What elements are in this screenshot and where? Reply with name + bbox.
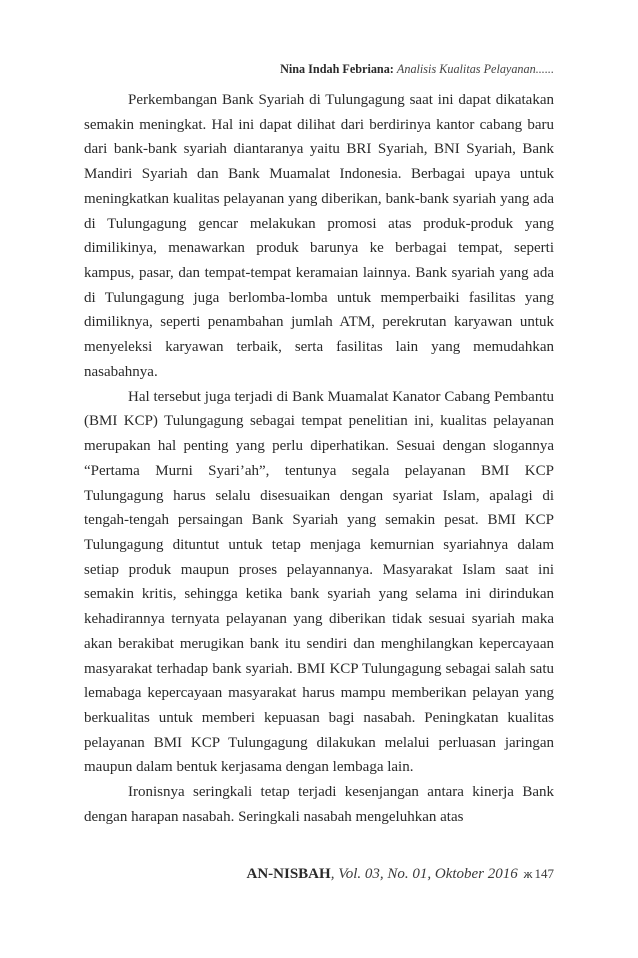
page-number: 147 bbox=[534, 866, 554, 881]
paragraph-1: Perkembangan Bank Syariah di Tulungagung saat ini dapat dikatakan semakin meningkat. Hal ini dapat dilihat dari berdirinya kantor cabang baru dari bank-bank syariah diantaranya yaitu BRI Syariah, BNI Syariah, Bank Mandiri Syariah dan Bank Muamalat Indonesia. Berbagai upaya untuk meningkatkan kualitas pelayanan yang diberikan, bank-bank syariah yang ada di Tulungagung gencar melakukan promosi atas produk-produk yang dimilikinya, menawarkan produk barunya ke berbagai tempat, seperti kampus, pasar, dan tempat-tempat keramaian lainnya. Bank syariah yang ada di Tulungagung juga berlomba-lomba untuk memperbaiki fasilitas yang dimiliknya, seperti penambahan jumlah ATM, perekrutan karyawan untuk menyeleksi karyawan terbaik, serta fasilitas lain yang memudahkan nasabahnya. bbox=[84, 92, 554, 380]
paragraph-2: Hal tersebut juga terjadi di Bank Muamalat Kanator Cabang Pembantu (BMI KCP) Tulungagung sebagai tempat penelitian ini, kualitas pelayanan merupakan hal penting yang perlu diperhatikan. Sesuai dengan slogannya “Pertama Murni Syari’ah”, tentunya segala pelayanan BMI KCP Tulungagung harus selalu disesuaikan dengan syariat Islam, apalagi di tengah-tengah persaingan Bank Syariah yang semakin pesat. BMI KCP Tulungagung dituntut untuk tetap menjaga kemurnian syariahnya dalam setiap produk maupun proses pelayannanya. Masyarakat Islam saat ini semakin kritis, sehingga ketika bank syariah yang selama ini dirindukan kehadirannya ternyata pelayanan yang diberikan tidak sesuai syariah maka akan berakibat merugikan bank itu sendiri dan menghilangkan kepercayaan masyarakat terhadap bank syariah. BMI KCP Tulungagung sebagai salah satu lemabaga kepercayaan masyarakat harus mampu memberikan pelayan yang berkualitas untuk memberi kepuasan bagi nasabah. Peningkatan kualitas pelayanan BMI KCP Tulungagung dilakukan melalui perluasan jaringan maupun dalam bentuk kerjasama dengan lembaga lain. bbox=[84, 388, 554, 776]
page-footer: AN-NISBAH, Vol. 03, No. 01, Oktober 2016 ж 147 bbox=[246, 866, 554, 882]
footer-ornament: ж bbox=[523, 866, 533, 881]
footer-journal-name: AN-NISBAH bbox=[246, 866, 331, 882]
paragraph-3: Ironisnya seringkali tetap terjadi kesenjangan antara kinerja Bank dengan harapan nasabah. Seringkali nasabah mengeluhkan atas bbox=[84, 784, 554, 825]
footer-volume: Vol. 03, No. 01, Oktober 2016 bbox=[338, 866, 518, 882]
body-text bbox=[84, 88, 554, 830]
running-header bbox=[0, 62, 554, 77]
header-article-title: Analisis Kualitas Pelayanan...... bbox=[396, 62, 554, 76]
header-author: Nina Indah Febriana: bbox=[280, 62, 394, 76]
